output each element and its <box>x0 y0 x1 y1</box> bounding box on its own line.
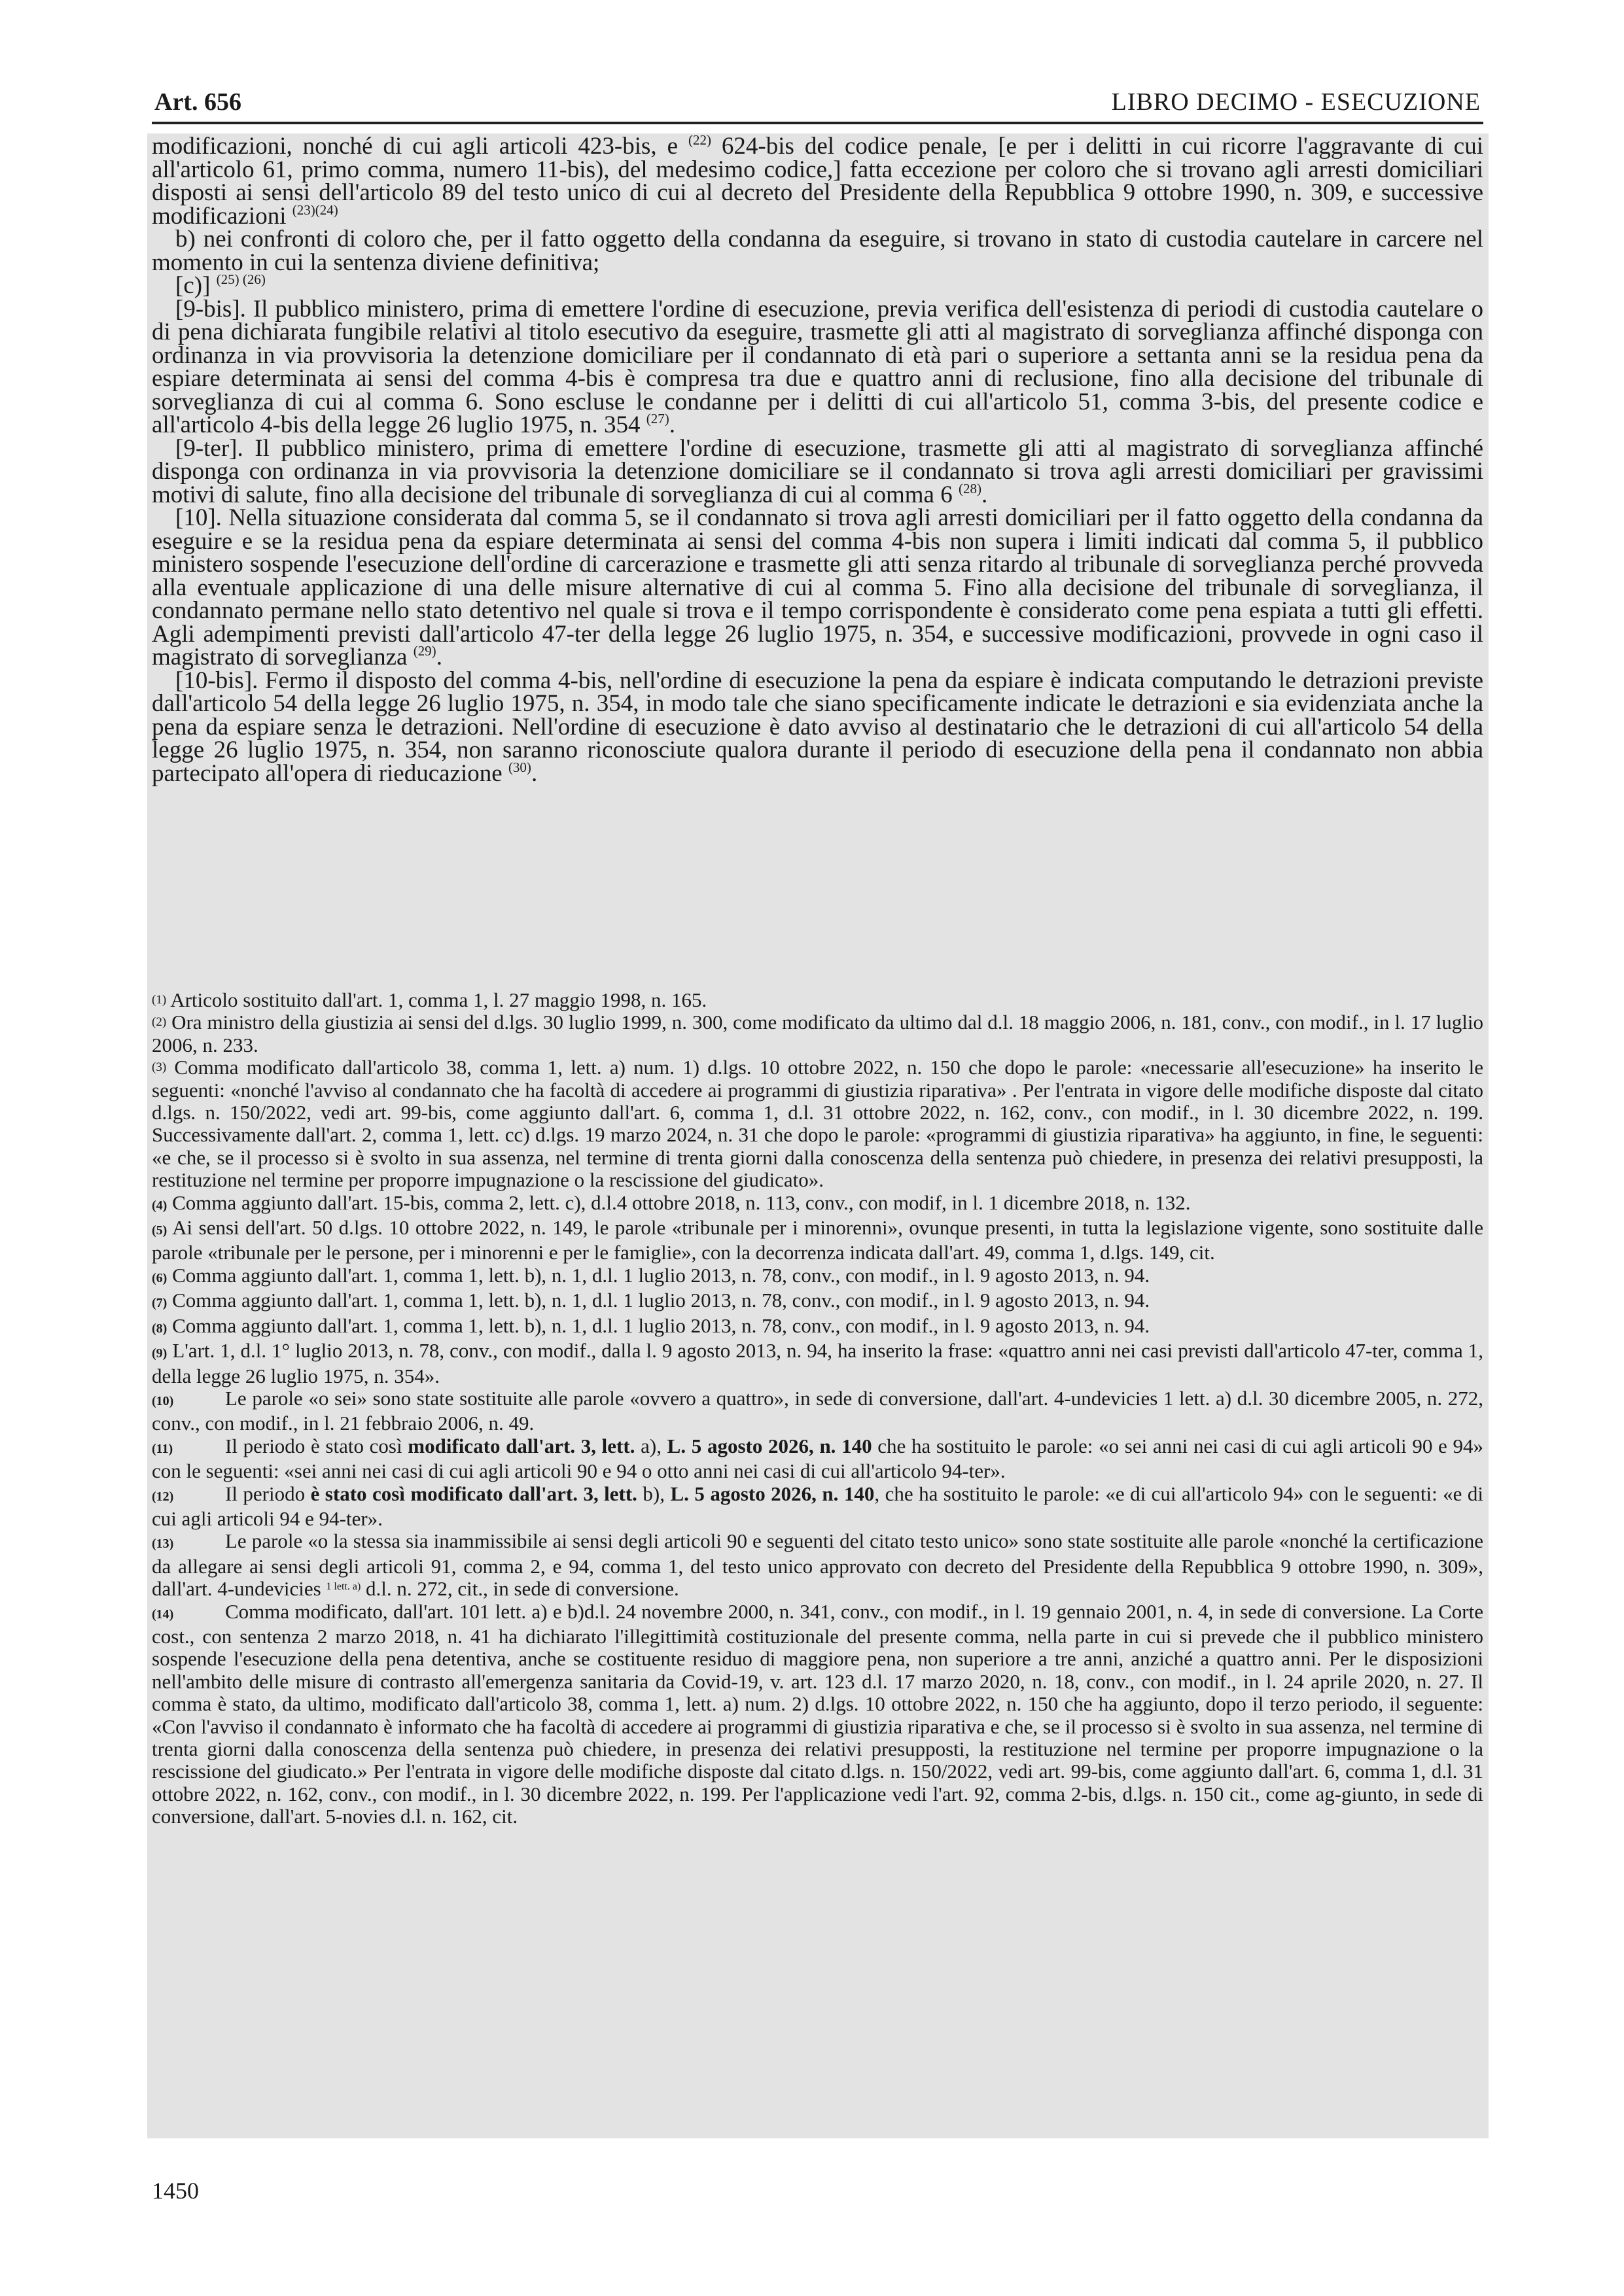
paragraph-10: [10]. Nella situazione considerata dal comma 5, se il condannato si trova agli arresti domiciliari per il fatto oggetto della condanna da eseguire e se la residua pena da espiare determinata ai sensi del comma 4-bis non supera i limiti indicati dal comma 5, il pubblico ministero sospende l'esecuzione dell'ordine di carcerazione e trasmette gli atti senza ritardo al tribunale di sorveglianza perché provveda alla eventuale applicazione di una delle misure alternative di cui al comma 5. Fino alla decisione del tribunale di sorveglianza, il condannato permane nello stato detentivo nel quale si trova e il tempo corrispondente è considerato come pena espiata a tutti gli effetti. Agli adempimenti previsti dall'articolo 47-ter della legge 26 luglio 1975, n. 354, e successive modificazioni, provvede in ogni caso il magistrato di sorveglianza $^{(29)}$. <box>152 504 1483 670</box>
footnote-marker: (4) <box>152 1198 168 1213</box>
paragraph-10-bis: [10-bis]. Fermo il disposto del comma 4-bis, nell'ordine di esecuzione la pena da espiare è indicata computando le detrazioni previste dall'articolo 54 della legge 26 luglio 1975, n. 354, in modo tale che siano specificamente indicate le detrazioni e sia evidenziata anche la pena da espiare senza le detrazioni. Nell'ordine di esecuzione è dato avviso al destinatario che le detrazioni di cui all'articolo 54 della legge 26 luglio 1975, n. 354, non saranno riconosciute qualora durante il periodo di esecuzione della pena il condannato non abbia partecipato all'opera di rieducazione $^{(30)}$. <box>152 667 1483 787</box>
footnote-ref: (28) <box>958 480 981 496</box>
footnote: (1) Articolo sostituito dall'art. 1, comma 1, l. 27 maggio 1998, n. 165. <box>152 988 707 1011</box>
running-header <box>152 84 1483 124</box>
paragraph-9-ter: [9-ter]. Il pubblico ministero, prima di emettere l'ordine di esecuzione, trasmette gli atti al magistrato di sorveglianza affinché disponga con ordinanza in via provvisoria la detenzione domiciliare se il condannato si trova agli arresti domiciliari per gravissimi motivi di salute, fino alla decisione del tribunale di sorveglianza di cui al comma 6 $^{(28)}$. <box>152 434 1483 508</box>
footnote-marker: (9) <box>152 1346 168 1361</box>
footnote: (7) Comma aggiunto dall'art. 1, comma 1, lett. b), n. 1, d.l. 1 luglio 2013, n. 78, conv., con modif., in l. 9 agosto 2013, n. 94. <box>152 1289 1150 1312</box>
footnote-marker: (8) <box>152 1321 168 1336</box>
footnote-marker: (13) <box>152 1537 174 1552</box>
footnote: (8) Comma aggiunto dall'art. 1, comma 1, lett. b), n. 1, d.l. 1 luglio 2013, n. 78, conv., con modif., in l. 9 agosto 2013, n. 94. <box>152 1313 1150 1337</box>
footnote: (3) Comma modificato dall'articolo 38, comma 1, lett. a) num. 1) d.lgs. 10 ottobre 2022, n. 150 che dopo le parole: «necessarie all'esecuzione» ha inserito le seguenti: «nonché l'avviso al condannato che ha facoltà di accedere ai programmi di giustizia riparativa» . Per l'entrata in vigore delle modifiche disposte dal citato d.lgs. n. 150/2022, vedi art. 99-bis, come aggiunto dall'art. 6, comma 1, d.l. 31 ottobre 2022, n. 162, conv., con modif., in l. 30 dicembre 2022, n. 199. Successivamente dall'art. 2, comma 1, lett. cc) d.lgs. 19 marzo 2024, n. 31 che dopo le parole: «programmi di giustizia riparativa» ha aggiunto, in fine, le seguenti: «e che, se il processo si è svolto in sua assenza, nel termine di trenta giorni dalla conoscenza della sentenza può chiedere, in presenza dei relativi presupposti, la restituzione nel termine per proporre impugnazione o la rescissione del giudicato». <box>152 1056 1483 1192</box>
footnote-marker: (2) <box>152 1015 167 1030</box>
footnote: (9) L'art. 1, d.l. 1° luglio 2013, n. 78, conv., con modif., dalla l. 9 agosto 2013, n. 94, ha inserito la frase: «quattro anni nei casi previsti dall'articolo 47-ter, comma 1, della legge 26 luglio 1975, n. 354». <box>152 1339 1483 1387</box>
footnote-marker: (10) <box>152 1393 174 1408</box>
article-body <box>152 132 1483 787</box>
footnote-marker: (1) <box>152 993 167 1007</box>
footnote-marker: (12) <box>152 1489 174 1504</box>
paragraph-c: [c)] $^{(25) (26)}$ <box>175 271 266 299</box>
footnote-marker: (5) <box>152 1223 168 1238</box>
footnote-marker: (6) <box>152 1270 168 1285</box>
footnote: (14) Comma modificato, dall'art. 101 lett. a) e b)d.l. 24 novembre 2000, n. 341, conv., con modif., in l. 19 gennaio 2001, n. 4, in sede di conversione. La Corte cost., con sentenza 2 marzo 2018, n. 41 ha dichiarato l'illegittimità costituzionale del presente comma, nella parte in cui si prevede che il pubblico ministero sospende l'esecuzione della pena detentiva, anche se costituente residuo di maggiore pena, non superiore a tre anni, anziché a quattro anni. Per le disposizioni nell'ambito delle misure di contrasto all'emergenza sanitaria da Covid-19, v. art. 123 d.l. 17 marzo 2020, n. 18, conv., con modif., in l. 24 aprile 2020, n. 27. Il comma è stato, da ultimo, modificato dall'articolo 38, comma 1, lett. a) num. 2) d.lgs. 10 ottobre 2022, n. 150 che ha aggiunto, dopo il terzo periodo, il seguente: «Con l'avviso il condannato è informato che ha facoltà di accedere ai programmi di giustizia riparativa e che, se il processo si è svolto in sua assenza, nel termine di trenta giorni dalla conoscenza della sentenza può chiedere, in presenza dei relativi presupposti, la restituzione nel termine per proporre impugnazione o la rescissione del giudicato.» Per l'entrata in vigore delle modifiche disposte dal citato d.lgs. n. 150/2022, vedi art. 99-bis, come aggiunto dall'art. 6, comma 1, d.l. 31 ottobre 2022, n. 162, conv., con modif., in l. 30 dicembre 2022, n. 199. Per l'applicazione vedi l'art. 92, comma 2-bis, d.lgs. n. 150 cit., come ag-giunto, in sede di conversione, dall'art. 5-novies d.l. n. 162, cit. <box>152 1599 1483 1828</box>
footnote: (2) Ora ministro della giustizia ai sensi del d.lgs. 30 luglio 1999, n. 300, come modificato da ultimo dal d.l. 18 maggio 2006, n. 181, conv., con modif., in l. 17 luglio 2006, n. 233. <box>152 1011 1483 1056</box>
book-title: LIBRO DECIMO - ESECUZIONE <box>1111 88 1481 116</box>
footnotes <box>152 989 1483 1828</box>
footnote: (6) Comma aggiunto dall'art. 1, comma 1, lett. b), n. 1, d.l. 1 luglio 2013, n. 78, conv., con modif., in l. 9 agosto 2013, n. 94. <box>152 1263 1150 1287</box>
footnote-marker: (7) <box>152 1296 168 1311</box>
footnote-ref: (29) <box>413 643 436 659</box>
footnote-marker: (3) <box>152 1060 167 1075</box>
footnote-marker: (14) <box>152 1607 174 1622</box>
footnote-ref: (23)(24) <box>292 201 338 218</box>
footnote: (12) Il periodo è stato così modificato dall'art. 3, lett. b), L. 5 agosto 2026, n. 140, che ha sostituito le parole: «e di cui all'articolo 94» con le seguenti: «e di cui agli articoli 94 e 94-ter». <box>152 1482 1483 1530</box>
page-number: 1450 <box>152 2178 199 2204</box>
footnote: (13) Le parole «o la stessa sia inammissibile ai sensi degli articoli 90 e seguenti del citato testo unico» sono state sostituite alle parole «nonché la certificazione da allegare ai sensi degli articoli 91, comma 2, e 94, comma 1, del testo unico approvato con decreto del Presidente della Repubblica 9 ottobre 1990, n. 309», dall'art. 4-undevicies $^{1 lett. a)}$ d.l. n. 272, cit., in sede di conversione. <box>152 1529 1483 1601</box>
footnote: (10) Le parole «o sei» sono state sostituite alle parole «ovvero a quattro», in sede di conversione, dall'art. 4-undevicies 1 lett. a) d.l. 30 dicembre 2005, n. 272, conv., con modif., in l. 21 febbraio 2006, n. 49. <box>152 1386 1483 1435</box>
footnote-ref: (25) (26) <box>216 271 266 287</box>
footnote-ref: (30) <box>508 759 531 775</box>
footnote: (5) Ai sensi dell'art. 50 d.lgs. 10 ottobre 2022, n. 149, le parole «tribunale per i minorenni», ovunque presenti, in tutta la legislazione vigente, sono sostituite dalle parole «tribunale per le persone, per i minorenni e per le famiglie», con la decorrenza indicata dall'art. 49, comma 1, d.lgs. 149, cit. <box>152 1216 1483 1264</box>
article-number: Art. 656 <box>154 88 241 116</box>
footnote-ref: (22) <box>688 132 711 148</box>
footnote-ref: (27) <box>646 411 669 426</box>
paragraph-9-bis: [9-bis]. Il pubblico ministero, prima di emettere l'ordine di esecuzione, previa verifica dell'esistenza di periodi di custodia cautelare o di pena dichiarata fungibile relativi al titolo esecutivo da eseguire, trasmette gli atti al magistrato di sorveglianza affinché disponga con ordinanza in via provvisoria la detenzione domiciliare per il condannato di età pari o superiore a settanta anni se la residua pena da espiare determinata ai sensi del comma 4-bis è compresa tra due e quattro anni di reclusione, fino alla decisione del tribunale di sorveglianza di cui al comma 6. Sono escluse le condanne per i delitti di cui all'articolo 51, comma 3-bis, del presente codice e all'articolo 4-bis della legge 26 luglio 1975, n. 354 $^{(27)}$. <box>152 295 1483 438</box>
paragraph-continuation: modificazioni, nonché di cui agli articoli 423-bis, e $^{(22)}$ 624-bis del codice penale, [e per i delitti in cui ricorre l'aggravante di cui all'articolo 61, primo comma, numero 11-bis), del medesimo codice,] fatta eccezione per coloro che si trovano agli arresti domiciliari disposti ai sensi dell'articolo 89 del testo unico di cui al decreto del Presidente della Repubblica 9 ottobre 1990, n. 309, e successive modificazioni $^{(23)(24)}$ <box>152 132 1483 230</box>
footnote: (11) Il periodo è stato così modificato dall'art. 3, lett. a), L. 5 agosto 2026, n. 140 che ha sostituito le parole: «o sei anni nei casi di cui agli articoli 90 e 94» con le seguenti: «sei anni nei casi di cui agli articoli 90 e 94 o otto anni nei casi di cui all'articolo 94-ter». <box>152 1434 1483 1483</box>
paragraph-b: b) nei confronti di coloro che, per il fatto oggetto della condanna da eseguire, si trovano in stato di custodia cautelare in carcere nel momento in cui la sentenza diviene definitiva; <box>152 226 1483 276</box>
footnote-marker: (11) <box>152 1441 173 1456</box>
footnote: (4) Comma aggiunto dall'art. 15-bis, comma 2, lett. c), d.l.4 ottobre 2018, n. 113, conv., con modif, in l. 1 dicembre 2018, n. 132. <box>152 1191 1191 1214</box>
